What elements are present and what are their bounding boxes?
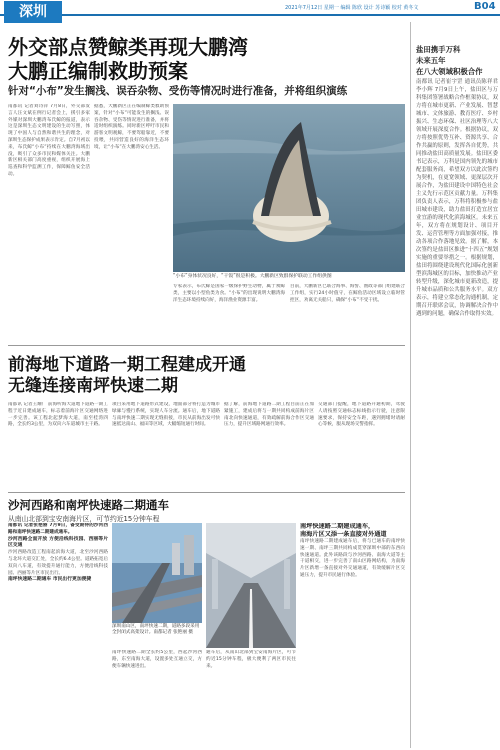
story1-column4: 目前，大鹏新区已联合海事、海警、渔政等部门组建联合工作组，实行24小时值守，在鲸鱼活动区域设立临时管控区，劝离无关船只，确保“小布”不受干扰。 <box>290 284 405 303</box>
story3-subhead1: 沙河西路全面开放 方便沿线科技园、西丽等片区交通 <box>8 536 108 549</box>
story3-sidebar <box>300 523 405 748</box>
page-number: B04 <box>474 1 496 12</box>
story2-column2: 项目采用地下道路形式建设，地面部分将打造为城市绿廊与慢行系统，实现人车分流。通车后，地下道路与南坪快速二期实现无缝衔接，市民从前海出发可快速抵达南山、福田等区域，大幅缩短通行时间。 <box>112 402 220 428</box>
right-title-line3: 在八大领域积极合作 <box>416 67 483 76</box>
divider <box>8 345 405 346</box>
page-header <box>0 0 500 16</box>
story1-title-line2: 大鹏正编制救助预案 <box>8 59 188 83</box>
story3-subhead2: 南坪快速路二期通车 市民出行更加便捷 <box>8 577 92 583</box>
story2-title-line2: 无缝连接南坪快速二期 <box>8 376 178 396</box>
story1-column2: 据悉，大鹏新区正在编制鲸类救助预案，针对“小布”可能发生的搁浅、误吞杂物、受伤等情况进行准备，并将适时组织演练。同时新区呼吁市民和游客文明观鲸，不要驾船靠近，不要投喂，共同营造良好的海洋生态环境，让“小布”在大鹏湾安心生活。 <box>94 104 169 150</box>
road-photo <box>112 523 202 623</box>
story2-column3: 据了解，前海地下道路二期工程目前正在加紧施工，建成后将与一期共同构成前海片区南北向快速通道，有效疏解前海合作区交通压力，提升区域路网通行效率。 <box>224 402 314 428</box>
story3-lead: 南都讯 记者张艳丽 7月9日，备受期待的沙河西路和南坪快速路二期建成通车。 <box>8 523 108 535</box>
story1-column1: 南都讯 记者刘诗萍 7月8日，外交部发言人汪文斌在例行记者会上，援引多家外媒对深圳大鹏湾布氏鲸的报道，表示这是深圳生态文明建设的生动写照，体现了中国人与自然和谐共生的理念，对深圳生态保护成果表示肯定。自7月初以来，布氏鲸“小布”持续在大鹏湾海域出没，吸引了众多市民和媒体关注。大鹏新区相关部门高度重视，组织开展海上巡查和科学监测工作，保障鲸鱼安全活动。 <box>8 104 90 177</box>
section-label: 深圳 <box>4 1 62 23</box>
right-title-line1: 盐田携手万科 <box>416 45 461 54</box>
story3-body1: 沙河西路改造工程南起滨海大道，北至沙河西路与北环大道交汇处，全长约6.4公里。道路拓宽后双向八车道，有效提升通行能力，方便沿线科技园、西丽等片区市民出行。 <box>8 550 108 576</box>
whale-photo-image <box>173 104 405 272</box>
story3-sidebar-title-line1: 南坪快速路二期建成通车， <box>300 523 375 530</box>
right-title <box>416 44 483 77</box>
column-divider <box>410 22 411 748</box>
header-info: 2021年7月12日 星期一 编辑 陈欣 设计 苏诗颖 校对 黄冬文 <box>285 5 419 11</box>
story3-title: 沙河西路和南坪快速路二期通车 <box>8 498 169 512</box>
whale-photo-caption: “小布”身体状况良好，“干饭”很是积极。大鹏新区致群保护联动工作组供图 <box>173 274 332 279</box>
story3-sidebar-title-line2: 南海片区又添一条直接对外通道 <box>300 531 387 538</box>
whale-photo <box>173 104 405 272</box>
story2-column4: 交通部门提醒，地下道路开通初期，驾驶人请按照交通标志标线指示行驶，注意限速要求，保持安全车距，遇到拥堵时请耐心等候，服从现场交警指挥。 <box>318 402 405 428</box>
road-photo-image <box>112 523 202 623</box>
story1-column3: 专家表示，布氏鲸是国家一级保护野生动物，属于须鲸类，主要以小型鱼类为食。“小布”的出现说明大鹏湾海洋生态环境持续向好，海洋渔业资源丰富。 <box>173 284 285 303</box>
story3-column1 <box>8 523 108 748</box>
right-article-body: 南都讯 记者崔宇罡 通讯员陈祥君 李小辉 7月9日上午，盐田区与万科集团签署战略合作框架协议，双方将在城市更新、产业发展、智慧城市、文体旅游、教育医疗、乡村振兴、生态环保、社区治理等八大领域开展深度合作。根据协议，双方将按照优势互补、资源共享、合作共赢的原则，发挥各自优势，共同推动盐田高质量发展。盐田区委书记表示，万科是国内领先的城市配套服务商，希望双方以此次签约为契机，在更宽领域、更深层次开展合作，为盐田建设中国特色社会主义先行示范区贡献力量。万科集团负责人表示，万科将积极参与盐田城市建设，助力盐田打造宜居宜业宜游的现代化滨海城区。未来五年，双方将在规划设计、项目开发、运营管理等方面加强对接，推动各项合作落地见效。据了解，本次签约是盐田区推进“十四五”规划实施的重要举措之一。根据规划，盐田将围绕建设现代化国际化创新型滨海城区的目标，加快推动产业转型升级，深化城市更新改造，提升城市品质和公共服务水平。双方表示，将建立常态化沟通机制，定期召开联席会议，协调解决合作中遇到的问题，确保合作取得实效。 <box>416 79 498 317</box>
story1-subtitle: 针对“小布”发生搁浅、误吞杂物、受伤等情况时进行准备，并将组织演练 <box>8 85 348 97</box>
story3-sidebar-body: 南坪快速路二期建成通车后，将与已通车的南坪快速一期、南坪三期共同构成贯穿深圳中部的东西向快速通道。此外该路段与沙河西路、南海大道等主干道相交，进一步完善了南山区路网结构，为南海片区新增一条直接对外交通通道，有效缓解片区交通压力，提升市民通行体验。 <box>300 539 405 578</box>
tunnel-photo-image <box>206 523 296 648</box>
road-photo-caption: 深圳南山区，南坪快速二期，道路多段采用全封闭式高架设计。南都记者 张艳丽 摄 <box>112 624 200 636</box>
story2-column1: 南都讯 记者王耀广 前海听海大道地下道路一期工程于近日建成通车，标志着前海片区交通网络进一步完善。该工程北起梦海大道，南至桂湾四路，全长约3公里，为双向六车道城市主干路。 <box>8 402 108 428</box>
story3-column2: 南坪快速路二期全长约5公里，西起沙河西路，东至南海大道，设置多处互通立交，方便车辆快速进出。 <box>112 650 202 669</box>
right-title-line2: 未来五年 <box>416 56 446 65</box>
tunnel-photo <box>206 523 296 648</box>
story1-title-line1: 外交部点赞鲸类再现大鹏湾 <box>8 35 248 59</box>
divider <box>8 492 405 493</box>
story3-subtitle: 从南山北部到宝安南海片区，可节约近15分钟车程 <box>8 515 160 523</box>
story3-column3: 通车后，从南山北部到宝安南海片区，可节约近15分钟车程，极大便利了两区市民往来。 <box>206 650 296 669</box>
story2-title-line1: 前海地下道路一期工程建成开通 <box>8 355 246 375</box>
